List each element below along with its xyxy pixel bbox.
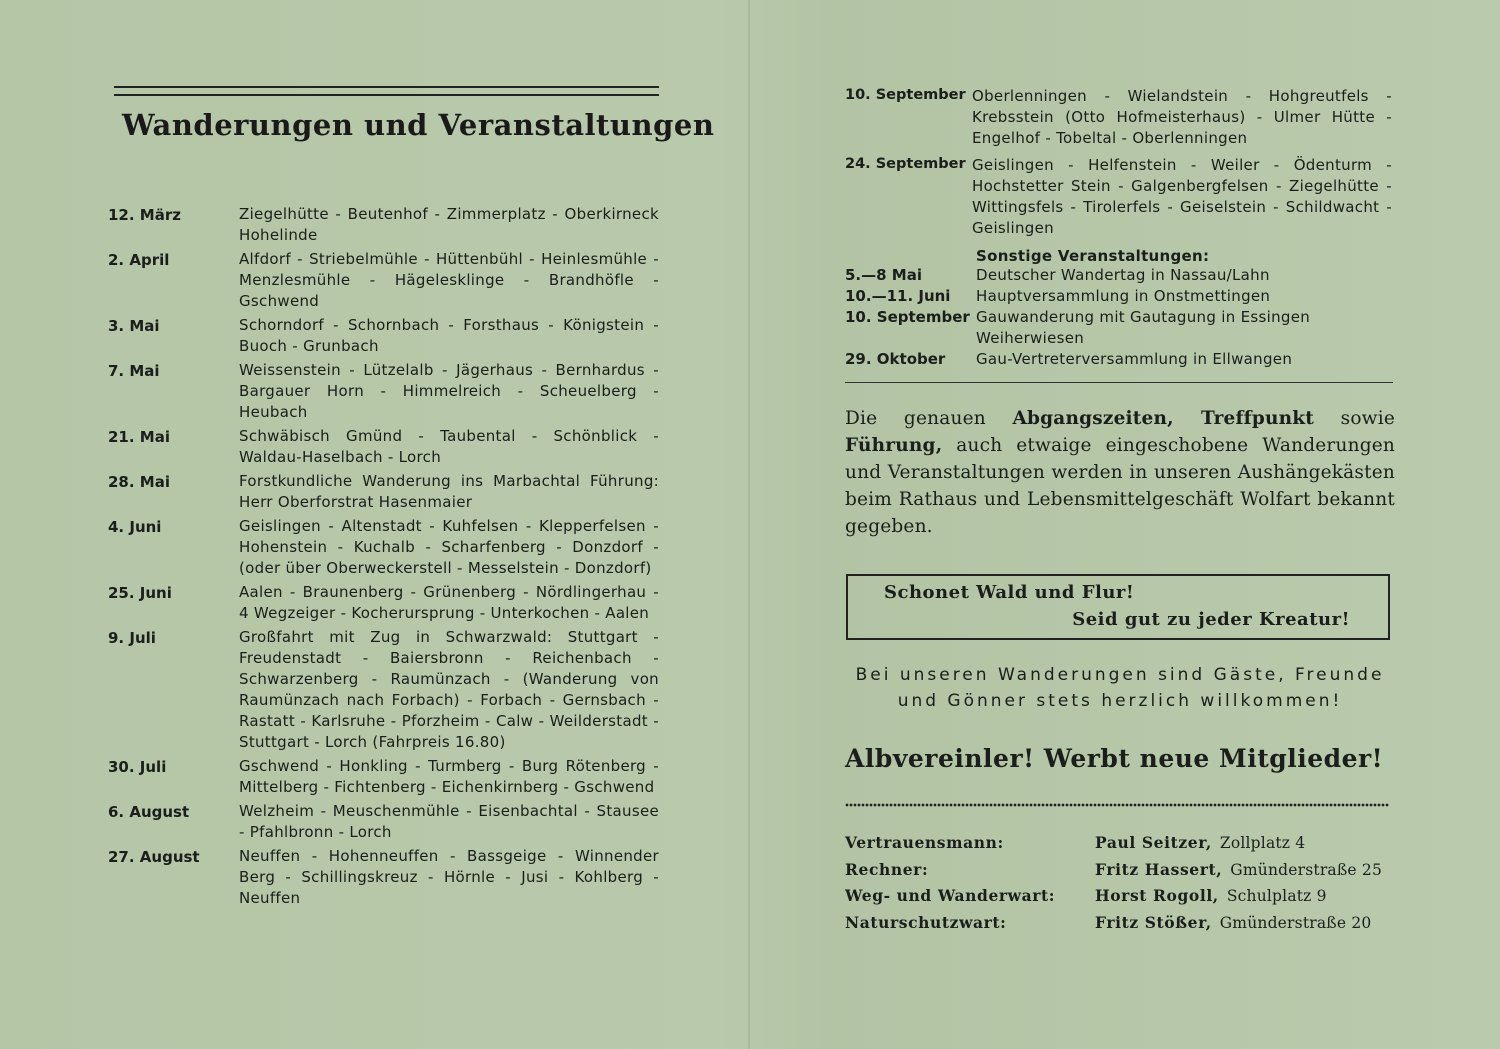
officer-name: Fritz Stößer, <box>1095 912 1212 932</box>
event-row <box>104 582 664 624</box>
welcome-text <box>845 662 1395 714</box>
other-event-row <box>845 286 1395 307</box>
event-date: 4. Juni <box>108 518 162 536</box>
right-event-list <box>845 86 1395 239</box>
officer-role: Rechner: <box>845 859 929 879</box>
event-date: 12. März <box>108 206 181 224</box>
event-date: 9. Juli <box>108 629 156 647</box>
other-event-date: 5.—8 Mai <box>845 266 922 284</box>
motto-line-1: Schonet Wald und Flur! <box>884 582 1135 603</box>
officer-list <box>845 833 1395 939</box>
event-route: Aalen - Braunenberg - Grünenberg - Nördlingerhau - 4 Wegzeiger - Kocherursprung - Unterkochen - Aalen <box>239 583 659 622</box>
event-row <box>845 86 1395 149</box>
page-title: Wanderungen und Veranstaltungen <box>122 108 715 142</box>
officer-row <box>845 833 1395 860</box>
event-route: Neuffen - Hohenneuffen - Bassgeige - Winnender Berg - Schillingskreuz - Hörnle - Jusi - Kohlberg - Neuffen <box>239 847 659 907</box>
event-row <box>104 756 664 798</box>
event-route: Alfdorf - Striebelmühle - Hüttenbühl - Heinlesmühle - Menzlesmühle - Hägelesklinge - Brandhöfle - Gschwend <box>239 250 659 310</box>
event-row <box>104 471 664 513</box>
welcome-line-2: und Gönner stets herzlich willkommen! <box>897 691 1343 711</box>
officer-contact <box>1095 886 1327 905</box>
officer-address: Gmünderstraße 25 <box>1230 860 1383 879</box>
event-route: Schwäbisch Gmünd - Taubental - Schönblick - Waldau-Haselbach - Lorch <box>239 427 659 466</box>
other-event-date: 10. September <box>845 308 970 326</box>
officer-role: Vertrauensmann: <box>845 833 1004 852</box>
other-event-desc: Hauptversammlung in Onstmettingen <box>976 287 1271 305</box>
other-event-date: 29. Oktober <box>845 350 946 368</box>
officer-name: Paul Seitzer, <box>1095 833 1212 852</box>
event-route: Weissenstein - Lützelalb - Jägerhaus - Bernhardus - Bargauer Horn - Himmelreich - Scheuelberg - Heubach <box>239 361 659 421</box>
left-event-list <box>104 204 664 912</box>
event-date: 6. August <box>108 803 190 821</box>
double-rule <box>114 86 659 96</box>
event-date: 3. Mai <box>108 317 160 335</box>
officer-address: Zollplatz 4 <box>1219 834 1306 852</box>
event-row <box>104 426 664 468</box>
event-date: 7. Mai <box>108 362 160 380</box>
event-date: 30. Juli <box>108 758 167 776</box>
event-route: Oberlenningen - Wielandstein - Hohgreutfels - Krebsstein (Otto Hofmeisterhaus) - Ulmer Hütte - Engelhof - Tobeltal - Oberlenningen <box>972 87 1392 147</box>
event-row <box>104 204 664 246</box>
event-route: Ziegelhütte - Beutenhof - Zimmerplatz - Oberkirneck Hohelinde <box>239 205 659 244</box>
officer-name: Fritz Hassert, <box>1095 859 1223 879</box>
event-date: 24. September <box>845 156 966 172</box>
motto-box <box>846 574 1390 640</box>
right-page <box>845 86 1395 939</box>
event-row <box>104 627 664 753</box>
info-bold: Abgangszeiten, Treffpunkt <box>1012 408 1315 429</box>
officer-row <box>845 913 1395 940</box>
officer-role: Naturschutzwart: <box>845 912 1007 932</box>
event-route: Welzheim - Meuschenmühle - Eisenbachtal - Stausee - Pfahlbronn - Lorch <box>239 802 659 841</box>
event-date: 25. Juni <box>108 584 172 602</box>
event-row <box>845 155 1395 239</box>
event-date: 27. August <box>108 848 200 866</box>
event-row <box>104 516 664 579</box>
other-event-row <box>845 307 1395 349</box>
sonstige-heading: Sonstige Veranstaltungen: <box>976 247 1210 265</box>
event-route: Schorndorf - Schornbach - Forsthaus - Königstein - Buoch - Grunbach <box>239 316 659 355</box>
dotted-rule <box>845 803 1389 807</box>
info-text: Die genauen <box>845 408 1013 429</box>
event-row <box>104 801 664 843</box>
officer-address: Gmünderstraße 20 <box>1219 913 1372 932</box>
officer-contact <box>1095 833 1305 852</box>
divider <box>845 382 1393 383</box>
other-event-desc: Deutscher Wandertag in Nassau/Lahn <box>976 266 1270 284</box>
event-date: 28. Mai <box>108 473 170 491</box>
event-route: Gschwend - Honkling - Turmberg - Burg Rötenberg - Mittelberg - Fichtenberg - Eichenkirnberg - Gschwend <box>239 757 659 796</box>
other-event-row <box>845 265 1395 286</box>
event-date: 21. Mai <box>108 428 170 446</box>
info-text: sowie <box>1314 408 1395 429</box>
officer-row <box>845 860 1395 887</box>
officer-role: Weg- und Wanderwart: <box>845 886 1056 905</box>
officer-row <box>845 886 1395 913</box>
welcome-line-1: Bei unseren Wanderungen sind Gäste, Freunde <box>855 665 1385 685</box>
event-row <box>104 249 664 312</box>
event-row <box>104 315 664 357</box>
officer-address: Schulplatz 9 <box>1226 887 1327 905</box>
call-to-action: Albvereinler! Werbt neue Mitglieder! <box>845 744 1384 773</box>
sonstige-list <box>845 265 1395 370</box>
fold-line <box>748 0 750 1049</box>
event-date: 2. April <box>108 251 170 269</box>
event-route: Forstkundliche Wanderung ins Marbachtal Führung: Herr Oberforstrat Hasenmaier <box>239 472 659 511</box>
event-row <box>104 846 664 909</box>
other-event-desc: Gauwanderung mit Gautagung in Essingen Weiherwiesen <box>976 308 1311 347</box>
event-row <box>104 360 664 423</box>
other-event-row <box>845 349 1395 370</box>
officer-contact <box>1095 913 1371 932</box>
other-event-date: 10.—11. Juni <box>845 287 951 305</box>
event-route: Großfahrt mit Zug in Schwarzwald: Stuttgart - Freudenstadt - Baiersbronn - Reichenbach - Schwarzenberg - Raumünzach - (Wanderung von Raumünzach nach Forbach) - Forbach - Gernsbach - Rastatt - Karlsruhe - Pforzheim - Calw - Weilderstadt - Stuttgart - Lorch (Fahrpreis 16.80) <box>239 628 659 751</box>
event-date: 10. September <box>845 87 966 103</box>
event-route: Geislingen - Altenstadt - Kuhfelsen - Klepperfelsen - Hohenstein - Kuchalb - Scharfenberg - Donzdorf - (oder über Oberweckerstell - Messelstein - Donzdorf) <box>239 517 659 577</box>
other-event-desc: Gau-Vertreterversammlung in Ellwangen <box>976 350 1293 368</box>
info-paragraph <box>845 405 1395 540</box>
motto-line-2: Seid gut zu jeder Kreatur! <box>1072 609 1350 630</box>
info-bold: Führung, <box>845 435 943 456</box>
officer-contact <box>1095 860 1382 879</box>
officer-name: Horst Rogoll, <box>1095 886 1219 905</box>
info-text: auch etwaige eingeschobene Wanderungen und Veranstaltungen werden in unseren Aushängekästen beim Rathaus und Lebensmittelgeschäft Wolfart bekannt gegeben. <box>845 435 1395 537</box>
event-route: Geislingen - Helfenstein - Weiler - Ödenturm - Hochstetter Stein - Galgenbergfelsen - Ziegelhütte - Wittingsfels - Tirolerfels - Geiselstein - Schildwacht - Geislingen <box>972 156 1392 237</box>
